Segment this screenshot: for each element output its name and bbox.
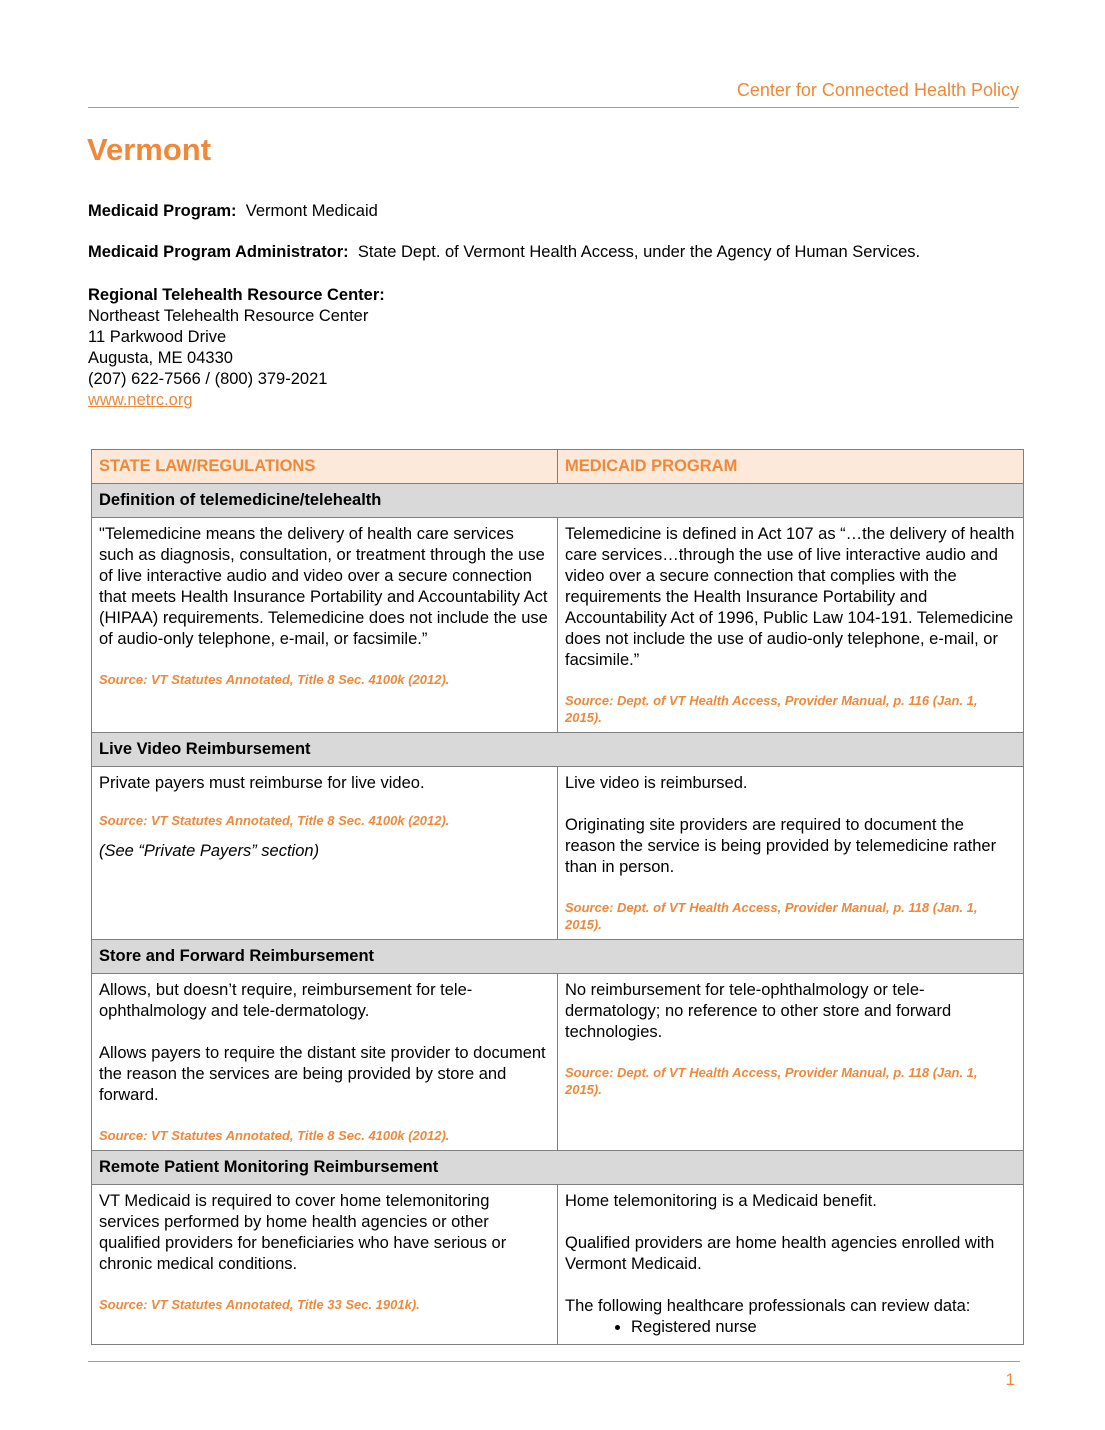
col-header-medicaid: MEDICAID PROGRAM: [558, 450, 1024, 484]
section-row-rpm: [92, 1151, 1024, 1185]
program-administrator: [88, 242, 920, 263]
table-header-row: [92, 450, 1024, 484]
administrator-label: Medicaid Program Administrator:: [88, 243, 349, 261]
list-item: • Registered nurse: [631, 1317, 1016, 1338]
medicaid-text-2: Qualified providers are home health agencies enrolled with Vermont Medicaid.: [565, 1234, 995, 1273]
medicaid-text: Telemedicine is defined in Act 107 as “…the delivery of health care services…through the use of live interactive audio and video over a secure connection that complies with the requirements the Health Insurance Portability and Accountability Act of 1996, Public Law 104-191. Telemedicine does not include the use of audio-only telephone, e-mail, or facsimile.”: [565, 525, 1015, 669]
state-text: Private payers must reimburse for live video.: [99, 774, 425, 792]
col-header-state: STATE LAW/REGULATIONS: [92, 450, 558, 484]
header-org: Center for Connected Health Policy: [88, 80, 1019, 108]
state-cell: [92, 518, 558, 733]
state-text-2: Allows payers to require the distant site provider to document the reason the services are being provided by store and forward.: [99, 1044, 546, 1104]
resource-center-street: 11 Parkwood Drive: [88, 328, 227, 346]
resource-center-city: Augusta, ME 04330: [88, 349, 233, 367]
resource-center: [88, 285, 385, 411]
medicaid-source: Source: Dept. of VT Health Access, Provider Manual, p. 118 (Jan. 1, 2015).: [565, 900, 978, 932]
medicaid-cell: [558, 1185, 1024, 1345]
medicaid-program-value: Vermont Medicaid: [245, 202, 378, 220]
resource-center-label: Regional Telehealth Resource Center:: [88, 286, 385, 304]
medicaid-text: Home telemonitoring is a Medicaid benefit.: [565, 1192, 877, 1210]
resource-center-website-link[interactable]: www.netrc.org: [88, 391, 193, 409]
section-heading: Definition of telemedicine/telehealth: [92, 484, 1024, 518]
state-text: "Telemedicine means the delivery of health care services such as diagnosis, consultation, or treatment through the use of live interactive audio and video over a secure connection that meets Health Insurance Portability and Accountability Act (HIPAA) requirements. Telemedicine does not include the use of audio-only telephone, e-mail, or facsimile.”: [99, 525, 548, 648]
medicaid-text-3: The following healthcare professionals can review data:: [565, 1297, 971, 1315]
professionals-list: [565, 1317, 1016, 1338]
medicaid-program-label: Medicaid Program:: [88, 202, 237, 220]
medicaid-text-2: Originating site providers are required to document the reason the service is being provided by telemedicine rather than in person.: [565, 816, 997, 876]
resource-center-phone: (207) 622-7566 / (800) 379-2021: [88, 370, 328, 388]
medicaid-program: [88, 201, 378, 222]
footer-divider: [88, 1361, 1020, 1362]
table-row: [92, 974, 1024, 1151]
table-row: [92, 518, 1024, 733]
section-row-definition: [92, 484, 1024, 518]
medicaid-source: Source: Dept. of VT Health Access, Provider Manual, p. 116 (Jan. 1, 2015).: [565, 693, 978, 725]
page-title: Vermont: [87, 132, 212, 167]
state-source: Source: VT Statutes Annotated, Title 33 Sec. 1901k).: [99, 1297, 420, 1312]
policy-table: [91, 449, 1024, 1345]
administrator-value: State Dept. of Vermont Health Access, under the Agency of Human Services.: [357, 243, 921, 261]
state-source: Source: VT Statutes Annotated, Title 8 Sec. 4100k (2012).: [99, 1128, 450, 1143]
medicaid-text: Live video is reimbursed.: [565, 774, 748, 792]
medicaid-cell: [558, 974, 1024, 1151]
state-source: Source: VT Statutes Annotated, Title 8 Sec. 4100k (2012).: [99, 813, 450, 828]
section-heading: Remote Patient Monitoring Reimbursement: [92, 1151, 1024, 1185]
resource-center-name: Northeast Telehealth Resource Center: [88, 307, 369, 325]
state-cell: [92, 974, 558, 1151]
section-row-store-forward: [92, 940, 1024, 974]
section-heading: Store and Forward Reimbursement: [92, 940, 1024, 974]
state-cell: [92, 1185, 558, 1345]
section-row-live-video: [92, 733, 1024, 767]
medicaid-cell: [558, 518, 1024, 733]
state-text: Allows, but doesn’t require, reimbursement for tele-ophthalmology and tele-dermatology.: [99, 981, 473, 1020]
medicaid-cell: [558, 767, 1024, 940]
table-row: [92, 767, 1024, 940]
state-cell: [92, 767, 558, 940]
table-row: [92, 1185, 1024, 1345]
state-text: VT Medicaid is required to cover home telemonitoring services performed by home health agencies or other qualified providers for beneficiaries who have serious or chronic medical conditions.: [99, 1192, 507, 1273]
state-note: (See “Private Payers” section): [99, 842, 320, 860]
page-number: 1: [1005, 1370, 1015, 1389]
medicaid-text: No reimbursement for tele-ophthalmology or tele-dermatology; no reference to other store and forward technologies.: [565, 981, 952, 1041]
medicaid-source: Source: Dept. of VT Health Access, Provider Manual, p. 118 (Jan. 1, 2015).: [565, 1065, 978, 1097]
state-source: Source: VT Statutes Annotated, Title 8 Sec. 4100k (2012).: [99, 672, 450, 687]
section-heading: Live Video Reimbursement: [92, 733, 1024, 767]
